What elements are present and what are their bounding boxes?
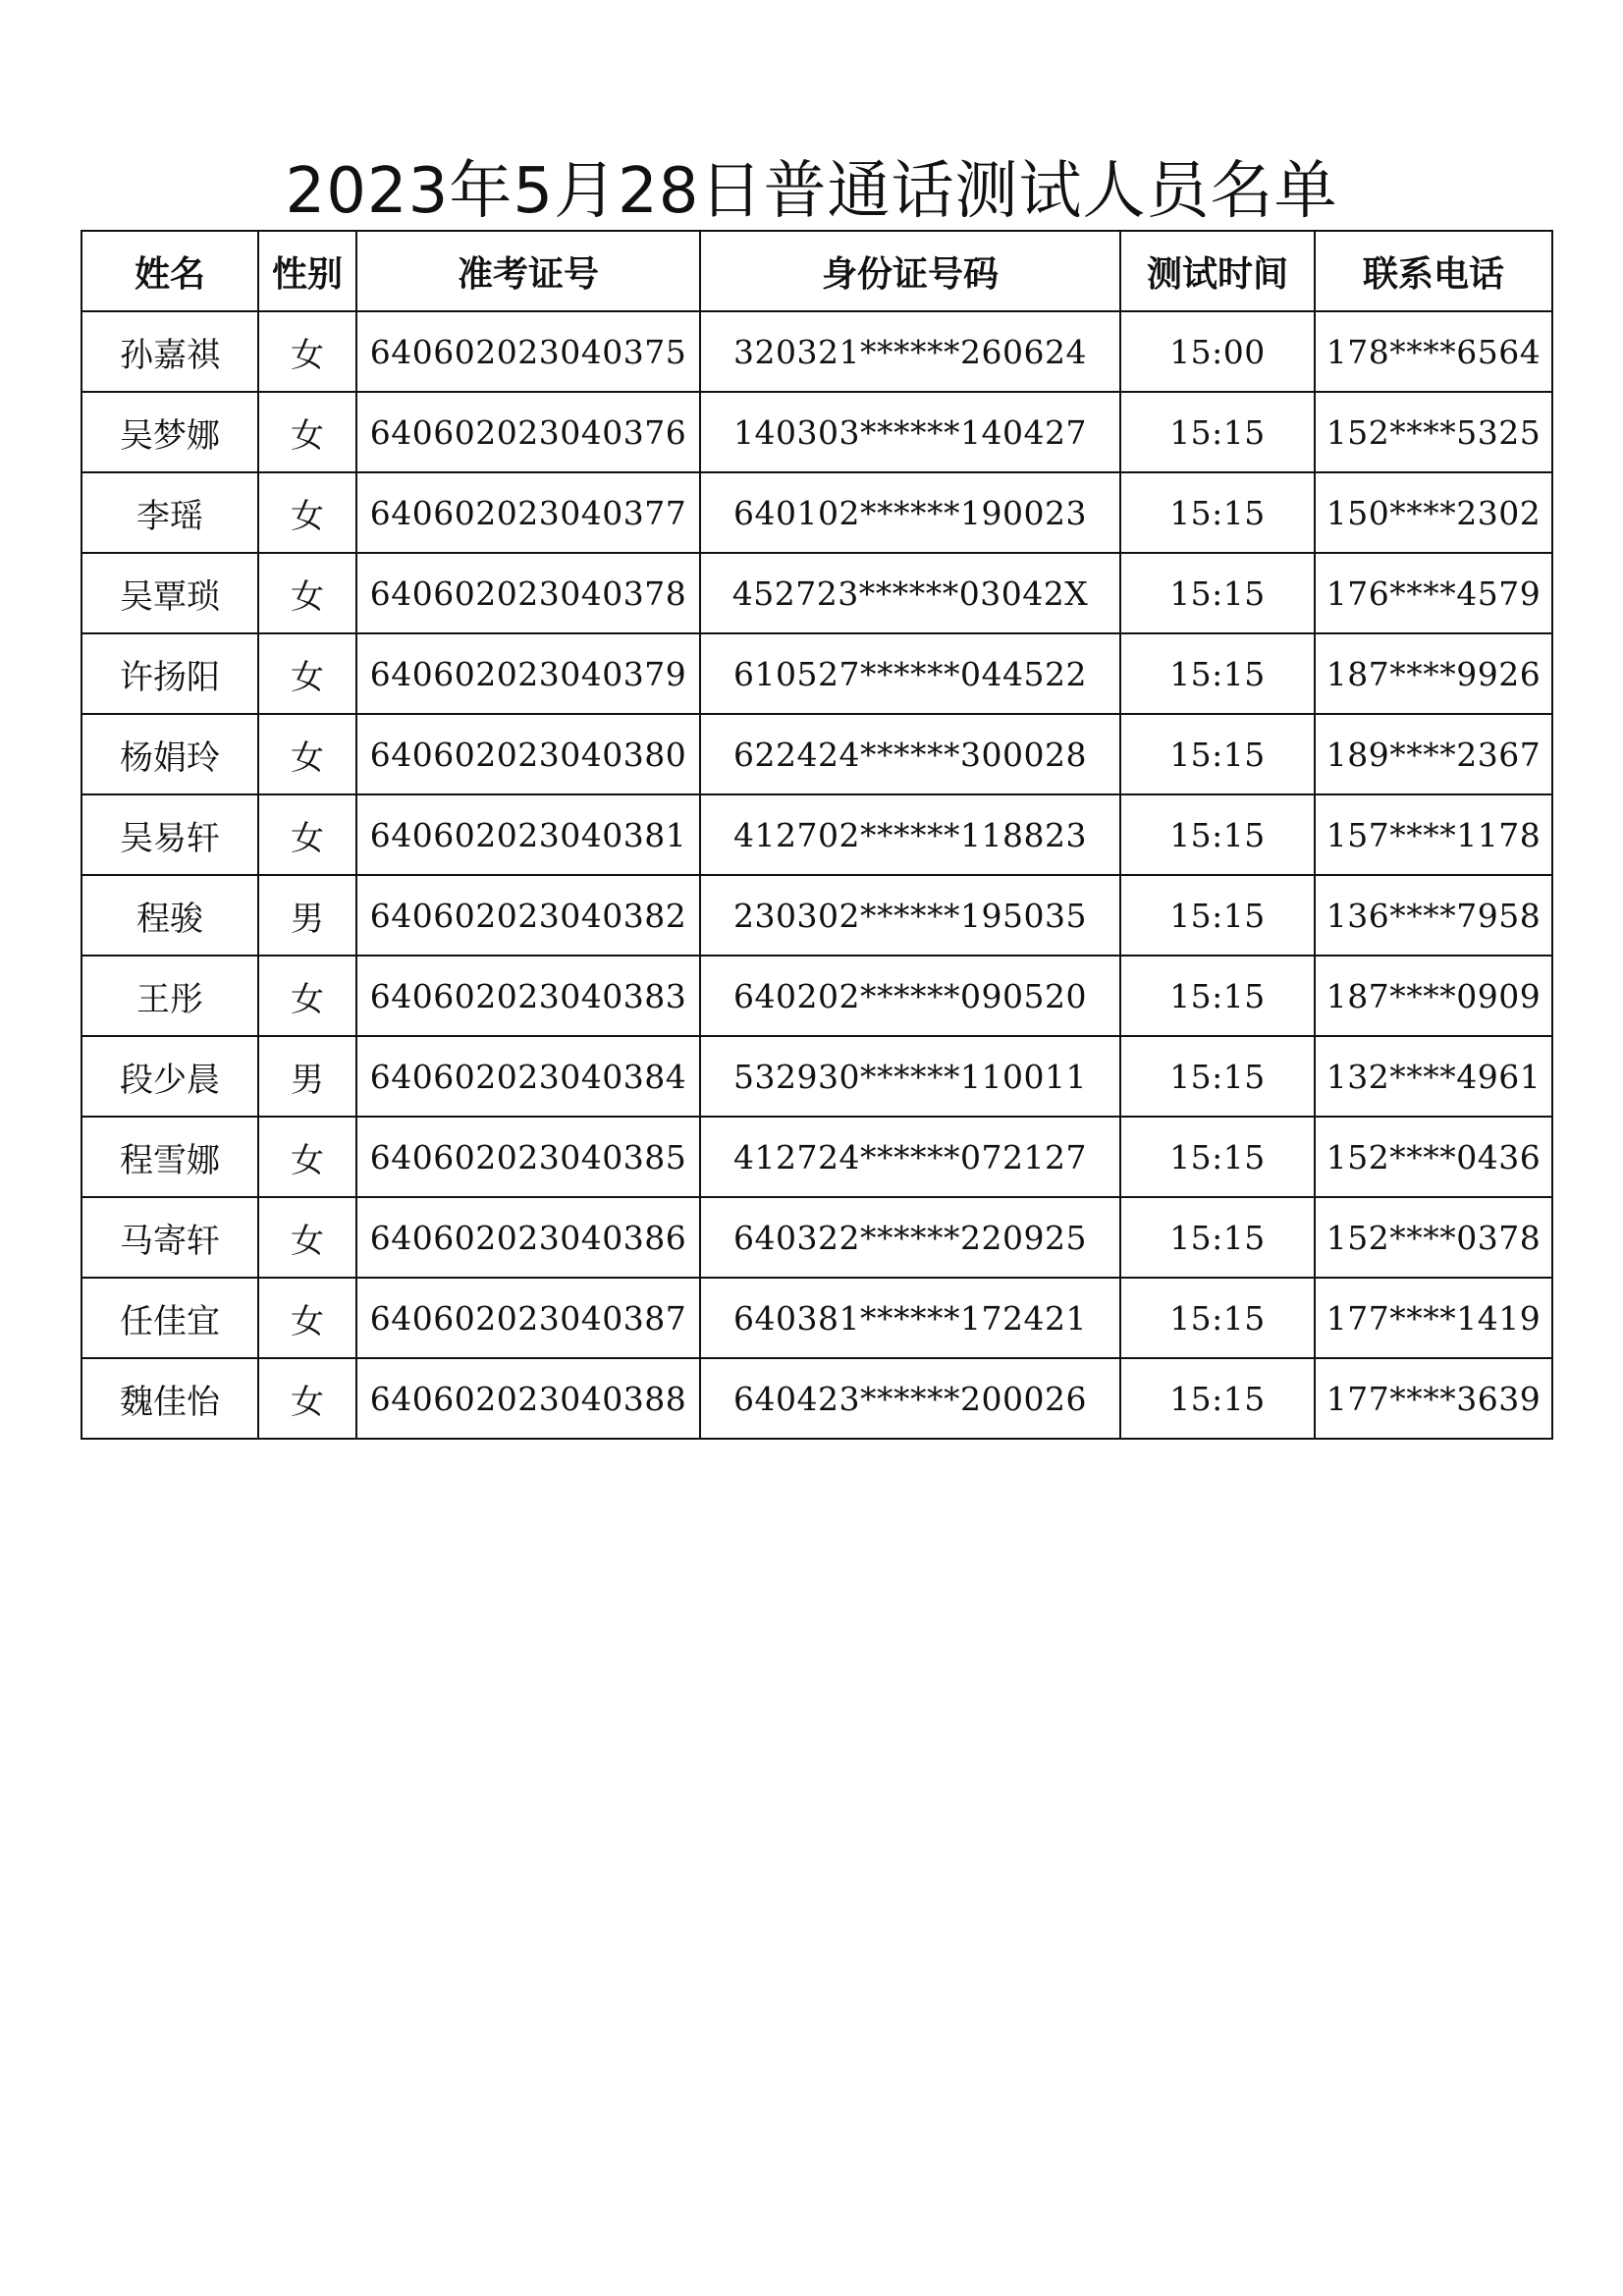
cell-gender: 女 [258, 1278, 356, 1358]
cell-id-no: 610527******044522 [700, 633, 1120, 714]
cell-phone: 152****5325 [1315, 392, 1552, 472]
header-gender: 性别 [258, 231, 356, 311]
cell-gender: 女 [258, 392, 356, 472]
roster-table [81, 230, 1553, 1440]
cell-phone: 177****1419 [1315, 1278, 1552, 1358]
table-row [81, 392, 1552, 472]
cell-id-no: 412702******118823 [700, 794, 1120, 875]
cell-gender: 男 [258, 1036, 356, 1117]
cell-phone: 150****2302 [1315, 472, 1552, 553]
cell-test-time: 15:15 [1120, 875, 1315, 956]
cell-name: 段少晨 [81, 1036, 258, 1117]
cell-name: 杨娟玲 [81, 714, 258, 794]
cell-id-no: 640102******190023 [700, 472, 1120, 553]
cell-phone: 136****7958 [1315, 875, 1552, 956]
cell-gender: 女 [258, 794, 356, 875]
cell-exam-no: 640602023040377 [356, 472, 700, 553]
cell-gender: 女 [258, 714, 356, 794]
cell-id-no: 532930******110011 [700, 1036, 1120, 1117]
cell-phone: 178****6564 [1315, 311, 1552, 392]
cell-id-no: 412724******072127 [700, 1117, 1120, 1197]
cell-gender: 男 [258, 875, 356, 956]
table-row [81, 875, 1552, 956]
cell-phone: 177****3639 [1315, 1358, 1552, 1439]
cell-name: 孙嘉祺 [81, 311, 258, 392]
cell-phone: 176****4579 [1315, 553, 1552, 633]
cell-name: 王彤 [81, 956, 258, 1036]
cell-test-time: 15:15 [1120, 714, 1315, 794]
header-test-time: 测试时间 [1120, 231, 1315, 311]
header-name: 姓名 [81, 231, 258, 311]
table-row [81, 1036, 1552, 1117]
cell-phone: 152****0436 [1315, 1117, 1552, 1197]
cell-exam-no: 640602023040386 [356, 1197, 700, 1278]
cell-id-no: 640423******200026 [700, 1358, 1120, 1439]
cell-gender: 女 [258, 1358, 356, 1439]
cell-gender: 女 [258, 956, 356, 1036]
cell-gender: 女 [258, 1117, 356, 1197]
cell-name: 吴易轩 [81, 794, 258, 875]
cell-phone: 189****2367 [1315, 714, 1552, 794]
cell-name: 魏佳怡 [81, 1358, 258, 1439]
cell-id-no: 452723******03042X [700, 553, 1120, 633]
cell-test-time: 15:15 [1120, 1358, 1315, 1439]
cell-phone: 152****0378 [1315, 1197, 1552, 1278]
table-row [81, 633, 1552, 714]
table-row [81, 956, 1552, 1036]
cell-name: 程骏 [81, 875, 258, 956]
cell-test-time: 15:15 [1120, 1278, 1315, 1358]
cell-test-time: 15:15 [1120, 553, 1315, 633]
roster-body [81, 311, 1552, 1439]
table-header-row [81, 231, 1552, 311]
cell-gender: 女 [258, 311, 356, 392]
cell-exam-no: 640602023040376 [356, 392, 700, 472]
cell-exam-no: 640602023040383 [356, 956, 700, 1036]
header-exam-no: 准考证号 [356, 231, 700, 311]
cell-id-no: 140303******140427 [700, 392, 1120, 472]
cell-exam-no: 640602023040378 [356, 553, 700, 633]
cell-name: 马寄轩 [81, 1197, 258, 1278]
cell-id-no: 622424******300028 [700, 714, 1120, 794]
cell-name: 吴梦娜 [81, 392, 258, 472]
cell-test-time: 15:15 [1120, 1036, 1315, 1117]
cell-exam-no: 640602023040387 [356, 1278, 700, 1358]
table-row [81, 553, 1552, 633]
cell-exam-no: 640602023040381 [356, 794, 700, 875]
cell-exam-no: 640602023040375 [356, 311, 700, 392]
cell-gender: 女 [258, 633, 356, 714]
header-phone: 联系电话 [1315, 231, 1552, 311]
cell-test-time: 15:15 [1120, 633, 1315, 714]
cell-phone: 187****0909 [1315, 956, 1552, 1036]
cell-exam-no: 640602023040388 [356, 1358, 700, 1439]
cell-exam-no: 640602023040385 [356, 1117, 700, 1197]
table-row [81, 794, 1552, 875]
cell-id-no: 640202******090520 [700, 956, 1120, 1036]
cell-gender: 女 [258, 1197, 356, 1278]
table-row [81, 1278, 1552, 1358]
cell-test-time: 15:00 [1120, 311, 1315, 392]
cell-name: 程雪娜 [81, 1117, 258, 1197]
table-row [81, 1358, 1552, 1439]
cell-test-time: 15:15 [1120, 472, 1315, 553]
cell-phone: 157****1178 [1315, 794, 1552, 875]
cell-test-time: 15:15 [1120, 794, 1315, 875]
cell-id-no: 640322******220925 [700, 1197, 1120, 1278]
cell-id-no: 230302******195035 [700, 875, 1120, 956]
table-row [81, 714, 1552, 794]
table-row [81, 472, 1552, 553]
table-row [81, 1117, 1552, 1197]
table-row [81, 311, 1552, 392]
cell-gender: 女 [258, 553, 356, 633]
table-row [81, 1197, 1552, 1278]
cell-test-time: 15:15 [1120, 956, 1315, 1036]
cell-exam-no: 640602023040379 [356, 633, 700, 714]
cell-gender: 女 [258, 472, 356, 553]
cell-id-no: 640381******172421 [700, 1278, 1120, 1358]
cell-phone: 132****4961 [1315, 1036, 1552, 1117]
cell-exam-no: 640602023040382 [356, 875, 700, 956]
header-id-no: 身份证号码 [700, 231, 1120, 311]
cell-exam-no: 640602023040384 [356, 1036, 700, 1117]
cell-name: 吴覃琐 [81, 553, 258, 633]
cell-test-time: 15:15 [1120, 1197, 1315, 1278]
cell-name: 李瑶 [81, 472, 258, 553]
cell-name: 任佳宜 [81, 1278, 258, 1358]
cell-exam-no: 640602023040380 [356, 714, 700, 794]
cell-phone: 187****9926 [1315, 633, 1552, 714]
cell-name: 许扬阳 [81, 633, 258, 714]
cell-test-time: 15:15 [1120, 1117, 1315, 1197]
page-title: 2023年5月28日普通话测试人员名单 [285, 155, 1338, 228]
cell-id-no: 320321******260624 [700, 311, 1120, 392]
cell-test-time: 15:15 [1120, 392, 1315, 472]
